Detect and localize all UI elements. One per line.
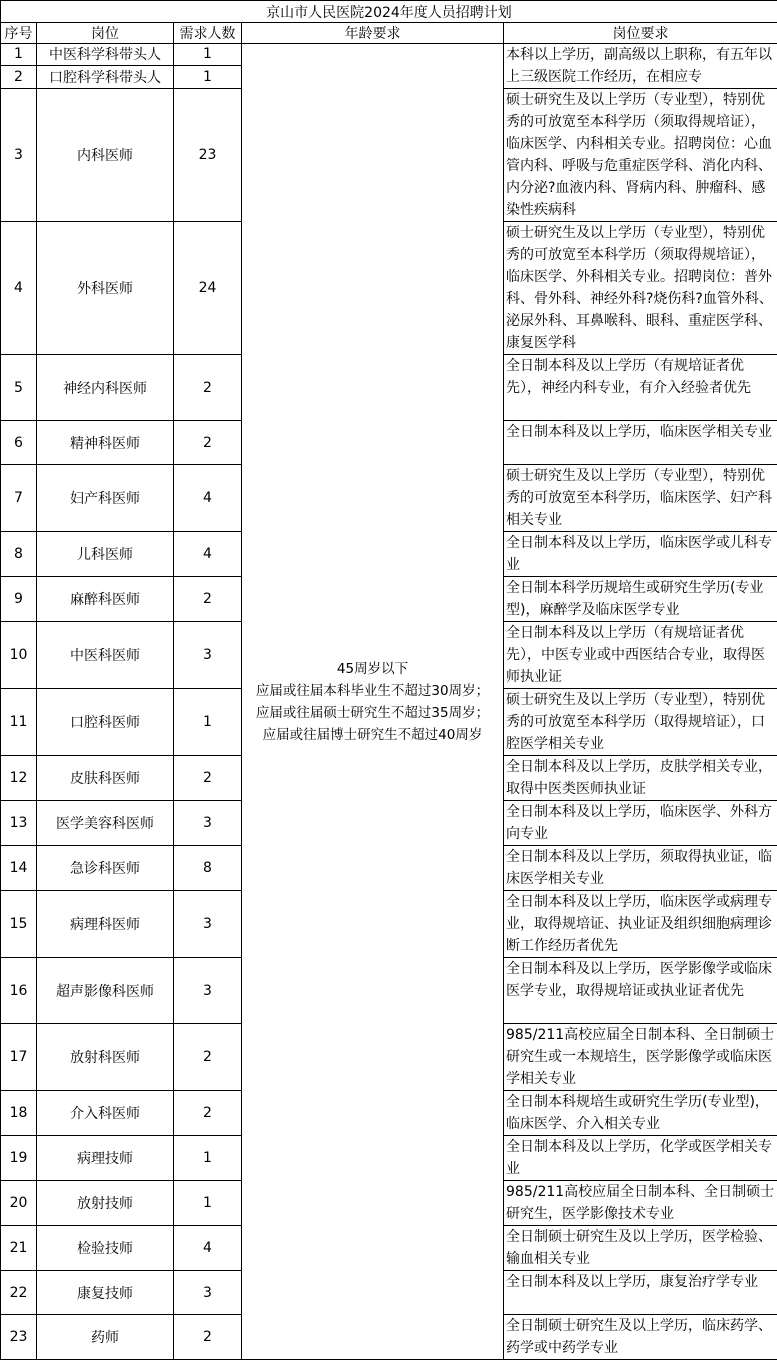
row-requirement: 全日制本科及以上学历，医学影像学或临床医学专业，取得规培证或执业证者优先 — [504, 958, 777, 1024]
row-count: 2 — [174, 355, 242, 421]
age-requirement-cell — [242, 44, 504, 1360]
row-count: 4 — [174, 532, 242, 577]
row-position: 超声影像科医师 — [37, 958, 174, 1024]
row-position: 病理科医师 — [37, 891, 174, 958]
row-position: 麻醉科医师 — [37, 577, 174, 622]
row-no: 19 — [1, 1136, 37, 1181]
row-requirement: 全日制本科及以上学历（有规培证者优先），中医专业或中西医结合专业，取得医师执业证 — [504, 622, 777, 689]
row-requirement: 全日制硕士研究生及以上学历，医学检验、输血相关专业 — [504, 1226, 777, 1271]
row-count: 2 — [174, 421, 242, 465]
row-requirement: 全日制本科规培生或研究生学历(专业型)，临床医学、介入相关专业 — [504, 1091, 777, 1136]
row-position: 医学美容科医师 — [37, 801, 174, 846]
row-requirement: 985/211高校应届全日制本科、全日制硕士研究生，医学影像技术专业 — [504, 1181, 777, 1226]
row-requirement: 全日制本科及以上学历，临床医学或儿科专业 — [504, 532, 777, 577]
row-requirement: 全日制硕士研究生及以上学历，临床药学、药学或中药学专业 — [504, 1315, 777, 1360]
header-no: 序号 — [1, 23, 37, 44]
row-requirement: 全日制本科及以上学历，临床医学、外科方向专业 — [504, 801, 777, 846]
row-count: 3 — [174, 891, 242, 958]
row-count: 3 — [174, 958, 242, 1024]
row-position: 口腔科医师 — [37, 689, 174, 756]
row-requirement: 硕士研究生及以上学历（专业型），特别优秀的可放宽至本科学历（取得规培证），口腔医学相关专业 — [504, 689, 777, 756]
row-position: 口腔科学科带头人 — [37, 65, 174, 88]
row-requirement: 全日制本科及以上学历，化学或医学相关专业 — [504, 1136, 777, 1181]
row-count: 4 — [174, 1226, 242, 1271]
row-no: 12 — [1, 756, 37, 801]
table-title: 京山市人民医院2024年度人员招聘计划 — [1, 1, 777, 23]
row-no: 6 — [1, 421, 37, 465]
row-no: 13 — [1, 801, 37, 846]
row-position: 内科医师 — [37, 89, 174, 222]
row-requirement: 本科以上学历，副高级以上职称，有五年以上三级医院工作经历，在相应专 — [504, 44, 777, 89]
row-no: 4 — [1, 222, 37, 355]
row-position: 病理技师 — [37, 1136, 174, 1181]
row-no: 3 — [1, 89, 37, 222]
row-count: 1 — [174, 689, 242, 756]
row-position: 神经内科医师 — [37, 355, 174, 421]
row-position: 中医科医师 — [37, 622, 174, 689]
row-no: 16 — [1, 958, 37, 1024]
row-requirement: 硕士研究生及以上学历（专业型），特别优秀的可放宽至本科学历（须取得规培证），临床医学、内科相关专业。招聘岗位：心血管内科、呼吸与危重症医学科、消化内科、内分泌?血液内科、肾病内科、肿瘤科、感染性疾病科 — [504, 89, 777, 222]
row-position: 康复技师 — [37, 1271, 174, 1315]
header-requirement: 岗位要求 — [504, 23, 777, 44]
row-position: 精神科医师 — [37, 421, 174, 465]
row-no: 9 — [1, 577, 37, 622]
row-no: 10 — [1, 622, 37, 689]
row-count: 1 — [174, 1136, 242, 1181]
row-no: 15 — [1, 891, 37, 958]
row-requirement: 全日制本科及以上学历，临床医学相关专业 — [504, 421, 777, 465]
row-count: 2 — [174, 1315, 242, 1360]
table-row — [1, 44, 777, 66]
row-count: 1 — [174, 44, 242, 66]
header-row — [1, 23, 777, 44]
row-no: 18 — [1, 1091, 37, 1136]
row-requirement: 全日制本科及以上学历（有规培证者优先），神经内科专业，有介入经验者优先 — [504, 355, 777, 421]
row-position: 介入科医师 — [37, 1091, 174, 1136]
row-count: 8 — [174, 846, 242, 891]
row-position: 中医科学科带头人 — [37, 44, 174, 66]
row-no: 1 — [1, 44, 37, 66]
row-count: 2 — [174, 1024, 242, 1091]
row-no: 23 — [1, 1315, 37, 1360]
row-position: 外科医师 — [37, 222, 174, 355]
row-count: 1 — [174, 1181, 242, 1226]
row-no: 14 — [1, 846, 37, 891]
row-position: 儿科医师 — [37, 532, 174, 577]
row-no: 7 — [1, 465, 37, 532]
row-requirement: 全日制本科学历规培生或研究生学历(专业型)，麻醉学及临床医学专业 — [504, 577, 777, 622]
row-requirement: 全日制本科及以上学历，康复治疗学专业 — [504, 1271, 777, 1315]
age-requirement-line: 应届或往届本科毕业生不超过30周岁； — [242, 680, 503, 702]
row-requirement: 硕士研究生及以上学历（专业型），特别优秀的可放宽至本科学历，临床医学、妇产科相关专业 — [504, 465, 777, 532]
row-count: 3 — [174, 1271, 242, 1315]
row-position: 检验技师 — [37, 1226, 174, 1271]
title-row — [1, 1, 777, 23]
row-no: 17 — [1, 1024, 37, 1091]
row-requirement: 全日制本科及以上学历，须取得执业证，临床医学相关专业 — [504, 846, 777, 891]
header-age: 年龄要求 — [242, 23, 504, 44]
row-count: 24 — [174, 222, 242, 355]
age-requirement-line: 45周岁以下 — [242, 658, 503, 680]
row-no: 20 — [1, 1181, 37, 1226]
age-requirement-line: 应届或往届博士研究生不超过40周岁 — [242, 724, 503, 746]
row-count: 1 — [174, 65, 242, 88]
row-requirement: 全日制本科及以上学历，皮肤学相关专业，取得中医类医师执业证 — [504, 756, 777, 801]
row-count: 3 — [174, 801, 242, 846]
row-no: 5 — [1, 355, 37, 421]
age-requirement-line: 应届或往届硕士研究生不超过35周岁； — [242, 702, 503, 724]
row-requirement: 985/211高校应届全日制本科、全日制硕士研究生或一本规培生，医学影像学或临床医学相关专业 — [504, 1024, 777, 1091]
header-position: 岗位 — [37, 23, 174, 44]
row-position: 放射科医师 — [37, 1024, 174, 1091]
row-position: 皮肤科医师 — [37, 756, 174, 801]
row-position: 急诊科医师 — [37, 846, 174, 891]
row-no: 2 — [1, 65, 37, 88]
row-position: 药师 — [37, 1315, 174, 1360]
row-count: 2 — [174, 1091, 242, 1136]
row-count: 3 — [174, 622, 242, 689]
row-position: 妇产科医师 — [37, 465, 174, 532]
table-body — [1, 44, 777, 1360]
row-no: 8 — [1, 532, 37, 577]
row-count: 2 — [174, 756, 242, 801]
row-count: 2 — [174, 577, 242, 622]
row-no: 11 — [1, 689, 37, 756]
header-count: 需求人数 — [174, 23, 242, 44]
row-count: 23 — [174, 89, 242, 222]
row-no: 22 — [1, 1271, 37, 1315]
row-no: 21 — [1, 1226, 37, 1271]
row-requirement: 硕士研究生及以上学历（专业型），特别优秀的可放宽至本科学历（须取得规培证），临床医学、外科相关专业。招聘岗位：普外科、骨外科、神经外科?烧伤科?血管外科、泌尿外科、耳鼻喉科、眼科、重症医学科、康复医学科 — [504, 222, 777, 355]
row-requirement: 全日制本科及以上学历，临床医学或病理专业，取得规培证、执业证及组织细胞病理诊断工作经历者优先 — [504, 891, 777, 958]
row-count: 4 — [174, 465, 242, 532]
row-position: 放射技师 — [37, 1181, 174, 1226]
